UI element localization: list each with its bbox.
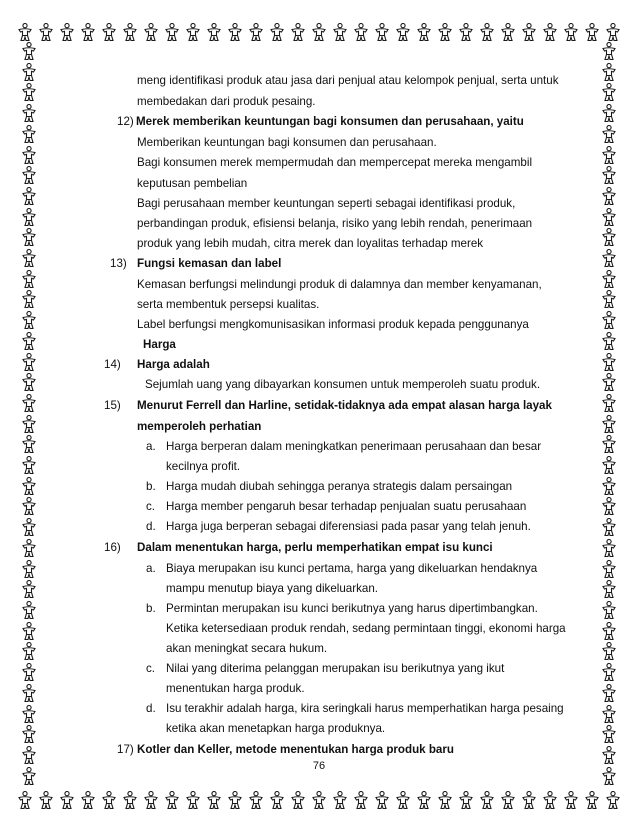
text-line: mampu menutup biaya yang dikeluarkan. (166, 582, 379, 595)
text-line: membedakan dari produk pesaing. (137, 95, 316, 108)
text-line: ketika akan menetapkan harga produknya. (166, 722, 386, 735)
text-line: Harga juga berperan sebagai diferensiasi pada pasar yang telah jenuh. (166, 520, 531, 533)
text-line: serta membentuk persepsi kualitas. (137, 298, 320, 311)
item-number: 13) (110, 257, 127, 270)
item-heading: Merek memberikan keuntungan bagi konsumen dan perusahaan, yaitu (136, 115, 524, 128)
item-heading: Harga adalah (137, 358, 210, 371)
text-line: meng identifikasi produk atau jasa dari penjual atau kelompok penjual, serta untuk (137, 74, 559, 87)
text-line: Bagi konsumen merek mempermudah dan mempercepat mereka mengambil (137, 156, 533, 169)
list-marker: a. (146, 562, 156, 575)
text-line: Label berfungsi mengkomunisasikan informasi produk kepada penggunanya (137, 318, 529, 331)
item-number: 14) (104, 358, 121, 371)
list-marker: d. (146, 702, 156, 715)
text-line: menentukan harga produk. (166, 682, 305, 695)
text-line: keputusan pembelian (137, 177, 248, 190)
text-line: Sejumlah uang yang dibayarkan konsumen untuk memperoleh suatu produk. (145, 378, 541, 391)
text-line: Harga member pengaruh besar terhadap penjualan suatu perusahaan (166, 500, 527, 513)
list-marker: d. (146, 520, 156, 533)
item-number: 15) (104, 399, 121, 412)
list-marker: c. (146, 662, 156, 675)
text-line: perbandingan produk, efisiensi belanja, risiko yang lebih rendah, penerimaan (137, 217, 533, 230)
text-line: Ketika ketersediaan produk rendah, sedang permintaan tinggi, ekonomi harga (166, 622, 566, 635)
text-line: Biaya merupakan isu kunci pertama, harga yang dikeluarkan hendaknya (166, 562, 538, 575)
text-line: Isu terakhir adalah harga, kira seringkali harus memperhatikan harga pesaing (166, 702, 564, 715)
text-line: Bagi perusahaan member keuntungan seperti sebagai identifikasi produk, (137, 197, 516, 210)
list-marker: b. (146, 602, 156, 615)
item-heading: Kotler dan Keller, metode menentukan harga produk baru (137, 743, 454, 756)
text-line: kecilnya profit. (166, 460, 241, 473)
text-line: Kemasan berfungsi melindungi produk di dalamnya dan member kenyamanan, (137, 278, 542, 291)
text-line: Harga mudah diubah sehingga peranya strategis dalam persaingan (166, 480, 513, 493)
item-heading: Fungsi kemasan dan label (137, 257, 282, 270)
text-line: Nilai yang diterima pelanggan merupakan isu berikutnya yang ikut (166, 662, 505, 675)
text-line: Memberikan keuntungan bagi konsumen dan perusahaan. (137, 136, 437, 149)
list-marker: a. (146, 440, 156, 453)
text-line: Harga berperan dalam meningkatkan penerimaan perusahaan dan besar (166, 440, 542, 453)
item-heading: Dalam menentukan harga, perlu memperhatikan empat isu kunci (137, 541, 493, 554)
item-heading: memperoleh perhatian (137, 420, 262, 433)
item-number: 12) (117, 115, 134, 128)
text-line: produk yang lebih mudah, citra merek dan loyalitas terhadap merek (137, 237, 484, 250)
list-marker: b. (146, 480, 156, 493)
item-number: 17) (117, 743, 134, 756)
text-line: akan meningkat secara hukum. (166, 642, 328, 655)
item-number: 16) (104, 541, 121, 554)
page-number: 76 (312, 760, 326, 772)
item-heading: Menurut Ferrell dan Harline, setidak-tidaknya ada empat alasan harga layak (137, 399, 552, 412)
text-line: Permintan merupakan isu kunci berikutnya yang harus dipertimbangkan. (166, 602, 538, 615)
section-heading: Harga (143, 338, 176, 351)
list-marker: c. (146, 500, 156, 513)
